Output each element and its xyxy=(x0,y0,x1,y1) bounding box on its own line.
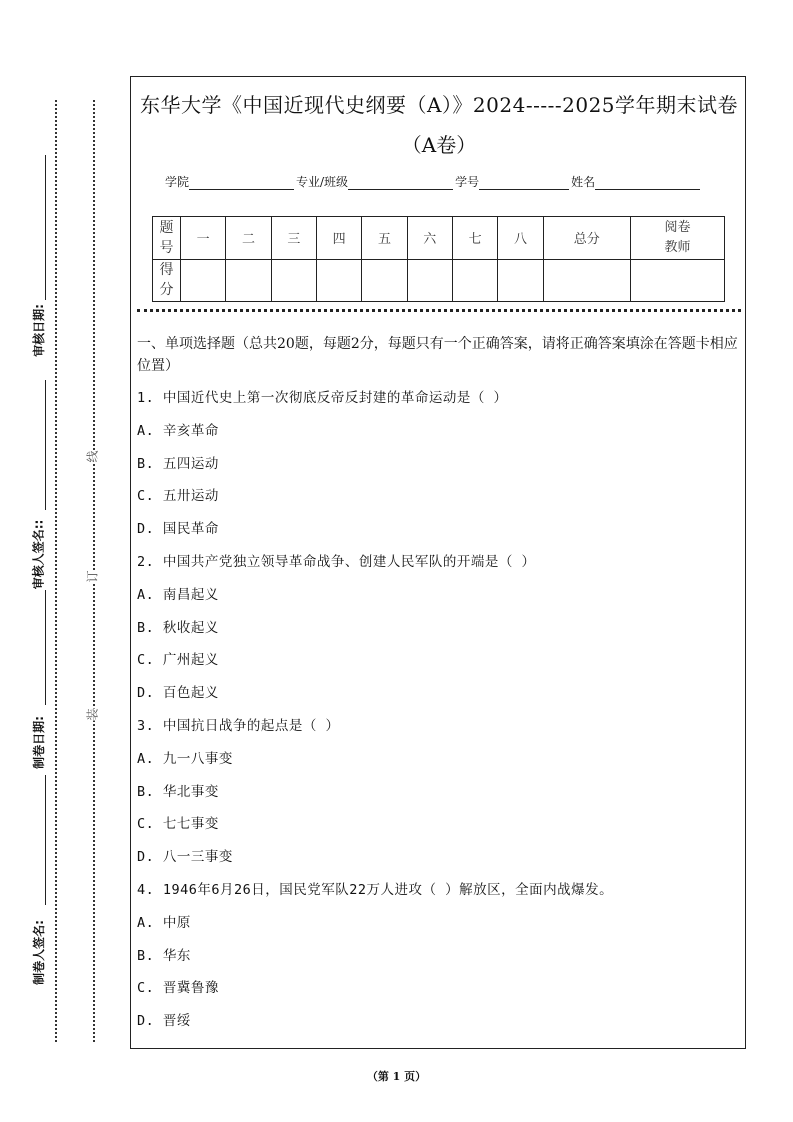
score-table-header-cell xyxy=(452,217,497,260)
score-table-header-text: 总分 xyxy=(573,232,600,248)
binding-dotted-line-outer xyxy=(55,100,57,1042)
compile-date-label: 制卷日期: xyxy=(31,716,46,769)
answer-option: D. 晋绥 xyxy=(137,1013,191,1030)
score-cell[interactable] xyxy=(316,259,361,302)
answer-option: D. 八一三事变 xyxy=(137,849,233,866)
field-label-id: 学号 xyxy=(455,175,480,189)
question-stem: 4. 1946年6月26日，国民党军队22万人进攻（ ）解放区，全面内战爆发。 xyxy=(137,881,614,898)
signature-line xyxy=(45,380,46,510)
binding-char-staple: 订 xyxy=(85,570,100,583)
score-table-header-cell xyxy=(362,217,407,260)
page-number: （第 1 页） xyxy=(366,1070,427,1083)
score-cell[interactable] xyxy=(452,259,497,302)
score-table xyxy=(152,216,725,302)
question-list xyxy=(137,388,613,1044)
reviewer-signature-label: 审核人签名:: xyxy=(31,519,46,590)
score-table-header-label: 题号 xyxy=(159,219,174,256)
answer-option: A. 南昌起义 xyxy=(137,586,219,603)
score-table-header-cell xyxy=(226,217,271,260)
score-cell[interactable] xyxy=(181,259,226,302)
score-table-header-text: 八 xyxy=(513,232,527,248)
score-table-header-cell xyxy=(271,217,316,260)
score-cell[interactable] xyxy=(271,259,316,302)
score-row-label-cell xyxy=(153,259,181,302)
exam-title: 东华大学《中国近现代史纲要（A）》2024-----2025学年期末试卷 xyxy=(139,93,739,117)
answer-option: B. 华东 xyxy=(137,947,191,964)
section-heading: 一、单项选择题（总共20题，每题2分，每题只有一个正确答案，请将正确答案填涂在答题卡相应位置） xyxy=(137,336,738,374)
answer-option: C. 七七事变 xyxy=(137,816,219,833)
answer-option: B. 秋收起义 xyxy=(137,619,219,636)
score-row-label: 得分 xyxy=(159,262,174,299)
score-table-header-cell xyxy=(543,217,630,260)
score-cell[interactable] xyxy=(226,259,271,302)
score-table-header-text: 一 xyxy=(196,232,210,248)
score-table-header-text: 七 xyxy=(468,232,482,248)
question-stem: 1. 中国近代史上第一次彻底反帝反封建的革命运动是（ ） xyxy=(137,390,508,406)
review-date-label: 审核日期: xyxy=(31,304,46,357)
binding-char-line: 线 xyxy=(85,450,100,463)
score-cell[interactable] xyxy=(631,259,725,302)
compiler-signature-label: 制卷人签名: xyxy=(31,920,46,985)
student-info xyxy=(165,173,702,190)
score-cell[interactable] xyxy=(407,259,452,302)
score-cell[interactable] xyxy=(543,259,630,302)
signature-line xyxy=(45,590,46,705)
score-table-header-text: 五 xyxy=(377,232,391,248)
answer-option: B. 华北事变 xyxy=(137,783,219,800)
score-table-header-cell xyxy=(181,217,226,260)
answer-option: D. 百色起义 xyxy=(137,685,219,702)
college-field[interactable] xyxy=(189,176,294,190)
score-table-header-text: 三 xyxy=(287,232,301,248)
question-stem: 2. 中国共产党独立领导革命战争、创建人民军队的开端是（ ） xyxy=(137,553,536,570)
answer-option: C. 晋冀鲁豫 xyxy=(137,980,219,997)
score-table-header-cell xyxy=(407,217,452,260)
answer-option: A. 辛亥革命 xyxy=(137,422,219,439)
answer-option: B. 五四运动 xyxy=(137,455,219,472)
answer-option: A. 中原 xyxy=(137,914,191,931)
score-table-header-cell xyxy=(153,217,181,260)
answer-option: C. 广州起义 xyxy=(137,652,219,669)
score-table-header-text: 阅卷教师 xyxy=(664,219,691,255)
score-table-header-text: 六 xyxy=(423,232,437,248)
score-table-header-cell xyxy=(316,217,361,260)
name-field[interactable] xyxy=(595,176,700,190)
score-table-header-text: 四 xyxy=(332,232,346,248)
student-id-field[interactable] xyxy=(479,176,569,190)
score-table-header-cell xyxy=(498,217,543,260)
field-label-name: 姓名 xyxy=(571,175,596,189)
score-table-header-text: 二 xyxy=(241,232,255,248)
dotted-divider xyxy=(137,309,741,312)
score-cell[interactable] xyxy=(362,259,407,302)
exam-subtitle: （A卷） xyxy=(401,133,477,157)
signature-line xyxy=(45,155,46,300)
major-class-field[interactable] xyxy=(348,176,453,190)
answer-option: D. 国民革命 xyxy=(137,521,219,538)
signature-line xyxy=(45,775,46,905)
question-stem: 3. 中国抗日战争的起点是（ ） xyxy=(137,717,340,734)
answer-option: C. 五卅运动 xyxy=(137,488,219,505)
field-label-major: 专业/班级 xyxy=(296,175,349,189)
score-cell[interactable] xyxy=(498,259,543,302)
field-label-college: 学院 xyxy=(165,175,190,189)
binding-char-bind: 装 xyxy=(85,708,100,721)
score-table-header-cell xyxy=(631,217,725,260)
answer-option: A. 九一八事变 xyxy=(137,750,233,767)
exam-page xyxy=(130,76,746,1049)
